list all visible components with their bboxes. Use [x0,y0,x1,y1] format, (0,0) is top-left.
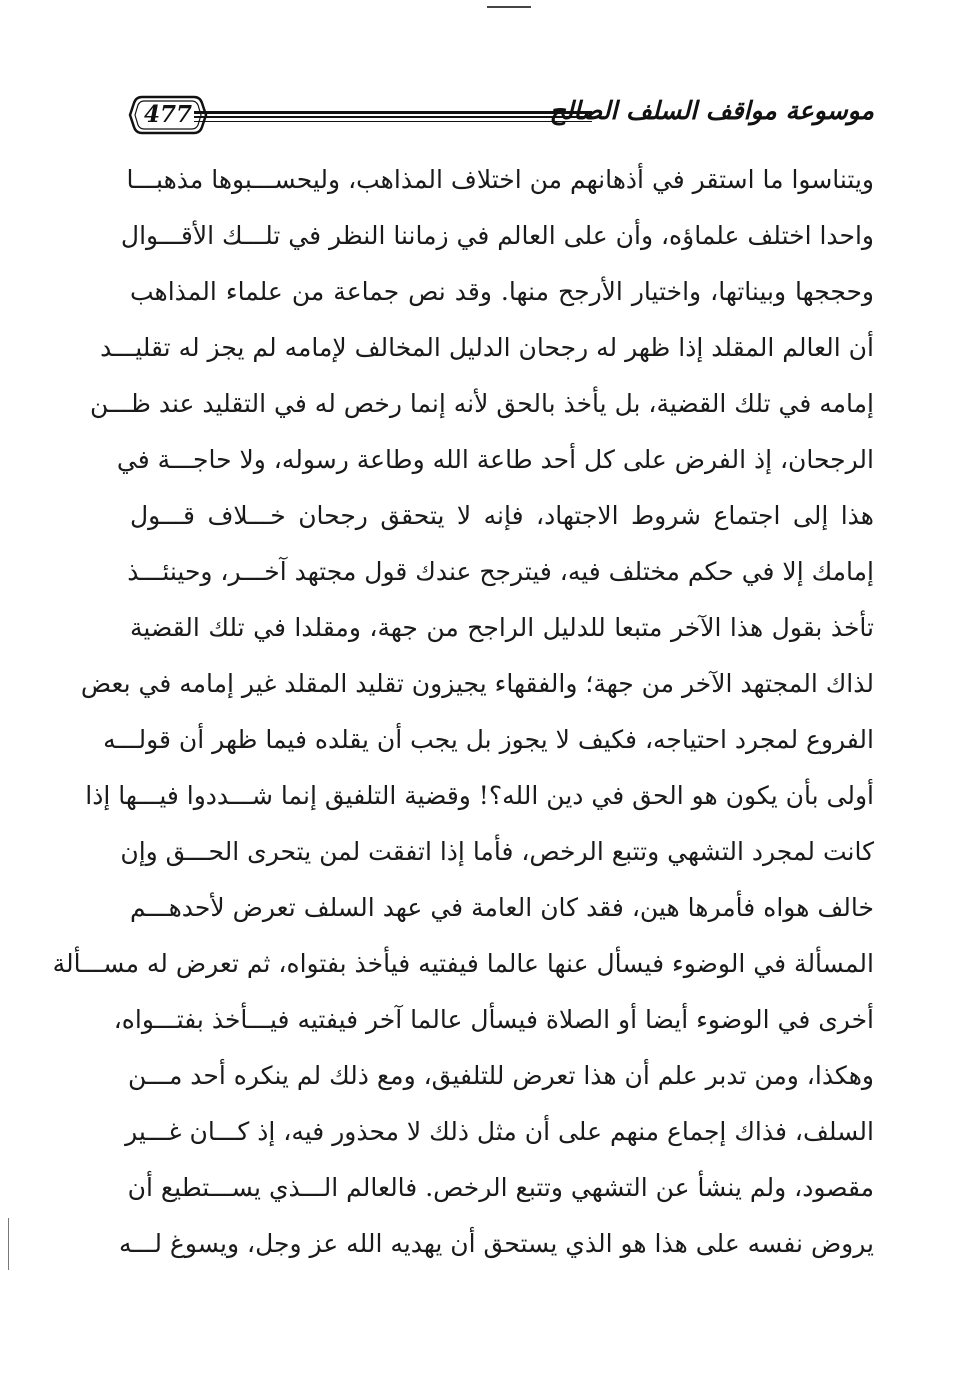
header-thin-rule [194,121,592,122]
text-line-16: أخرى في الوضوء أيضا أو الصلاة فيسأل عالما آخر فيفتيه فيـــأخذ بفتـــواه، [113,1005,874,1034]
text-line-9: تأخذ بقول هذا الآخر متبعا للدليل الراجح من جهة، ومقلدا في تلك القضية [130,613,874,642]
text-line-17: وهكذا، ومن تدبر علم أن هذا تعرض للتلفيق، ومع ذلك لم ينكره أحد مـــن [127,1061,874,1090]
text-line-18: السلف، فذاك إجماع منهم على أن مثل ذلك لا محذور فيه، إذ كـــان غـــير [125,1117,874,1146]
text-line-6: الرجحان، إذ الفرض على كل أحد طاعة الله وطاعة رسوله، ولا حاجـــة في [116,445,874,474]
text-line-1: ويتناسوا ما استقر في أذهانهم من اختلاف المذاهب، وليحســـبوها مذهبـــا [126,165,874,194]
text-line-11: الفروع لمجرد احتياجه، فكيف لا يجوز بل يجب أن يقلده فيما ظهر أن قولـــه [103,725,874,754]
page-number: 477 [143,101,192,128]
body-text [52,152,874,1272]
text-line-5: إمامه في تلك القضية، بل يأخذ بالحق لأنه إنما رخص له في التقليد عند ظـــن [90,389,874,418]
text-line-3: وحججها وبيناتها، واختيار الأرجح منها. وقد نص جماعة من علماء المذاهب [130,277,874,306]
text-line-19: مقصود، ولم ينشأ عن التشهي وتتبع الرخص. فالعالم الـــذي يســـتطيع أن [127,1173,874,1202]
scan-margin-mark [8,1218,9,1270]
top-edge-mark [487,6,531,8]
text-line-8: إمامك إلا في حكم مختلف فيه، فيترجح عندك قول مجتهد آخـــر، وحينئـــذ [127,557,874,586]
text-line-20: يروض نفسه على هذا هو الذي يستحق أن يهديه الله عز وجل، ويسوغ لـــه [118,1229,874,1258]
text-line-12: أولى بأن يكون هو الحق في دين الله؟! وقضية التلفيق إنما شـــددوا فيـــها إذا [85,781,874,810]
page-header [128,94,874,142]
text-line-14: خالف هواه فأمرها هين، فقد كان العامة في عهد السلف تعرض لأحدهـــم [130,893,874,922]
text-line-2: واحدا اختلف علماؤه، وأن على العالم في زماننا النظر في تلـــك الأقـــوال [120,221,874,250]
header-double-rule [194,111,592,118]
text-line-15: المسألة في الوضوء فيسأل عنها عالما فيفتيه فيأخذ بفتواه، ثم تعرض له مســـألة [52,949,874,978]
text-line-10: لذاك المجتهد الآخر من جهة؛ والفقهاء يجيزون تقليد المقلد غير إمامه في بعض [80,669,874,698]
text-line-4: أن العالم المقلد إذا ظهر له رجحان الدليل المخالف لإمامه لم يجز له تقليـــد [100,333,874,362]
text-line-13: كانت لمجرد التشهي وتتبع الرخص، فأما إذا اتفقت لمن يتحرى الحـــق وإن [120,837,874,866]
text-line-7: هذا إلى اجتماع شروط الاجتهاد، فإنه لا يتحقق رجحان خـــلاف قـــول [130,501,874,530]
running-title: موسوعة مواقف السلف الصالح [549,96,874,125]
